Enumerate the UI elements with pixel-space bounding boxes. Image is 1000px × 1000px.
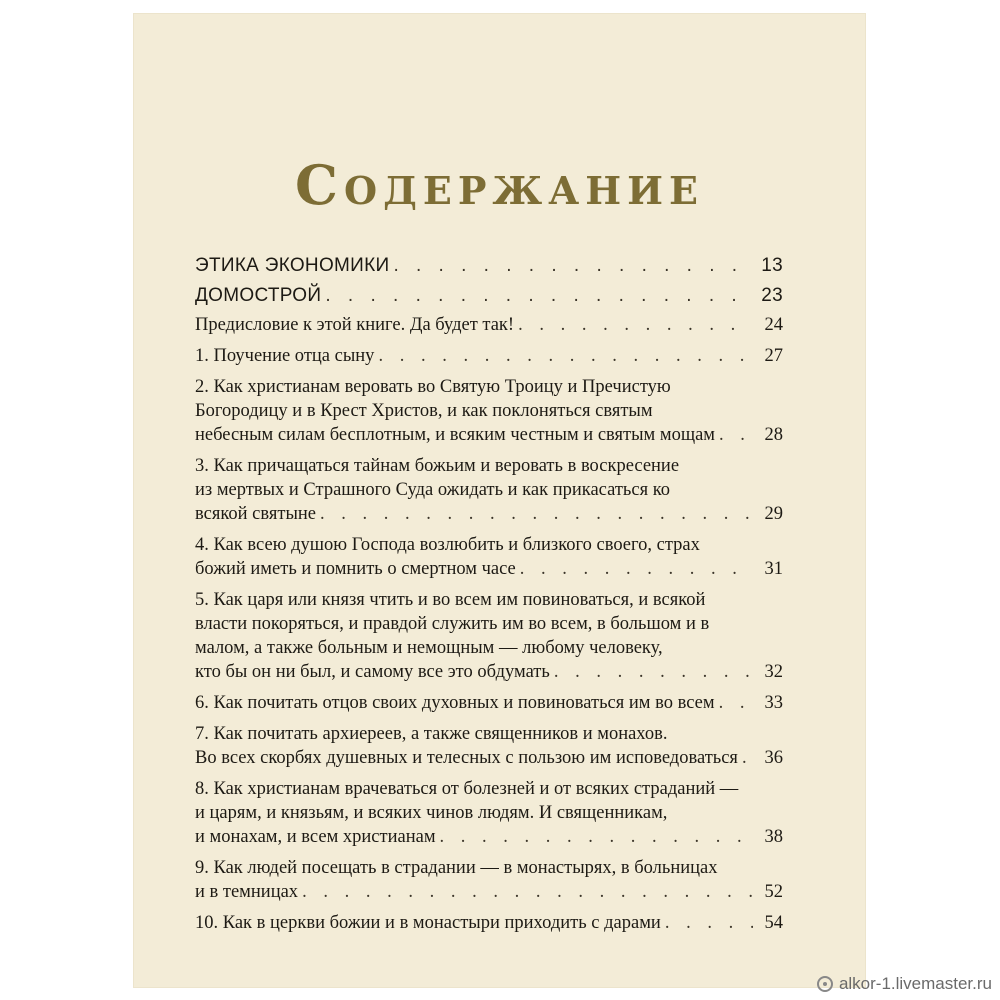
watermark-text: alkor-1.livemaster.ru: [838, 974, 992, 993]
toc-entry: [195, 313, 783, 337]
toc-page-number: 31: [764, 559, 783, 579]
toc-entry-text: малом, а также больным и немощным — любому человеку,: [195, 638, 663, 658]
dot-leader: [320, 502, 753, 526]
page-title: Содержание: [295, 153, 704, 217]
dot-leader: [665, 911, 753, 935]
toc-page-number: 23: [761, 285, 783, 306]
toc-entry-text: и монахам, и всем христианам: [195, 827, 436, 847]
toc-section: [195, 281, 783, 311]
toc-section-title: ДОМОСТРОЙ: [195, 285, 322, 306]
toc-page-number: 38: [764, 827, 783, 847]
dot-leader: [520, 557, 753, 581]
toc-entry-text: всякой святыне: [195, 504, 317, 524]
toc-page-number: 13: [761, 255, 783, 276]
toc-page-number: 24: [764, 315, 783, 335]
toc-entry-text: 5. Как царя или князя чтить и во всем им повиноваться, и всякой: [195, 590, 706, 610]
dot-leader: [719, 691, 753, 715]
dot-leader: [440, 825, 753, 849]
toc-entry-text: и в темницах: [195, 882, 299, 902]
dot-leader: [719, 423, 753, 447]
dot-leader: [378, 344, 753, 368]
toc-page-number: 36: [764, 748, 783, 768]
toc-entry: [195, 691, 783, 715]
watermark-icon: [817, 976, 833, 992]
dot-leader: [554, 660, 753, 684]
toc-entries: [195, 313, 783, 935]
book-page: [133, 13, 866, 988]
toc-entry-text: 7. Как почитать архиереев, а также священников и монахов.: [195, 724, 668, 744]
toc-entry-text: 4. Как всею душою Господа возлюбить и близкого своего, страх: [195, 535, 700, 555]
toc-entry-text: Во всех скорбях душевных и телесных с пользою им исповедоваться: [195, 748, 738, 768]
toc-entry: [195, 588, 783, 684]
toc-section: [195, 251, 783, 281]
toc-entry: [195, 375, 783, 447]
dot-leader: [518, 313, 753, 337]
toc-entry-text: из мертвых и Страшного Суда ожидать и как прикасаться ко: [195, 480, 671, 500]
toc-page-number: 32: [764, 662, 783, 682]
toc-page-number: 33: [764, 693, 783, 713]
toc-page-number: 27: [764, 346, 783, 366]
toc-entry-text: божий иметь и помнить о смертном часе: [195, 559, 516, 579]
toc-entry: [195, 777, 783, 849]
toc-entry-text: кто бы он ни был, и самому все это обдумать: [195, 662, 550, 682]
dot-leader: [325, 281, 753, 311]
dot-leader: [742, 746, 753, 770]
dot-leader: [302, 880, 753, 904]
toc-entry-text: 3. Как причащаться тайнам божьим и веровать в воскресение: [195, 456, 680, 476]
toc-entry: [195, 454, 783, 526]
toc-entry-text: 8. Как христианам врачеваться от болезней и от всяких страданий —: [195, 779, 739, 799]
toc-entry: [195, 344, 783, 368]
toc-page-number: 52: [764, 882, 783, 902]
toc-section-title: ЭТИКА ЭКОНОМИКИ: [195, 255, 390, 276]
toc-entry-text: 9. Как людей посещать в страдании — в монастырях, в больницах: [195, 858, 718, 878]
toc-entry-text: власти покоряться, и правдой служить им во всем, в большом и в: [195, 614, 710, 634]
toc-entry: [195, 533, 783, 581]
toc-entry-text: 10. Как в церкви божии и в монастыри приходить с дарами: [195, 913, 661, 933]
toc-entry-text: и царям, и князьям, и всяких чинов людям. И священникам,: [195, 803, 668, 823]
table-of-contents: [195, 251, 783, 935]
toc-entry-text: 6. Как почитать отцов своих духовных и повиноваться им во всем: [195, 693, 715, 713]
dot-leader: [393, 251, 753, 281]
toc-entry-text: 1. Поучение отца сыну: [195, 346, 375, 366]
toc-page-number: 54: [764, 913, 783, 933]
toc-entry-text: Предисловие к этой книге. Да будет так!: [195, 315, 515, 335]
watermark: [817, 974, 992, 994]
toc-page-number: 29: [764, 504, 783, 524]
toc-entry-text: небесным силам бесплотным, и всяким честным и святым мощам: [195, 425, 716, 445]
toc-entry: [195, 722, 783, 770]
toc-entry-text: 2. Как христианам веровать во Святую Троицу и Пречистую: [195, 377, 671, 397]
toc-entry: [195, 856, 783, 904]
toc-entry: [195, 911, 783, 935]
toc-entry-text: Богородицу и в Крест Христов, и как поклоняться святым: [195, 401, 653, 421]
toc-page-number: 28: [764, 425, 783, 445]
